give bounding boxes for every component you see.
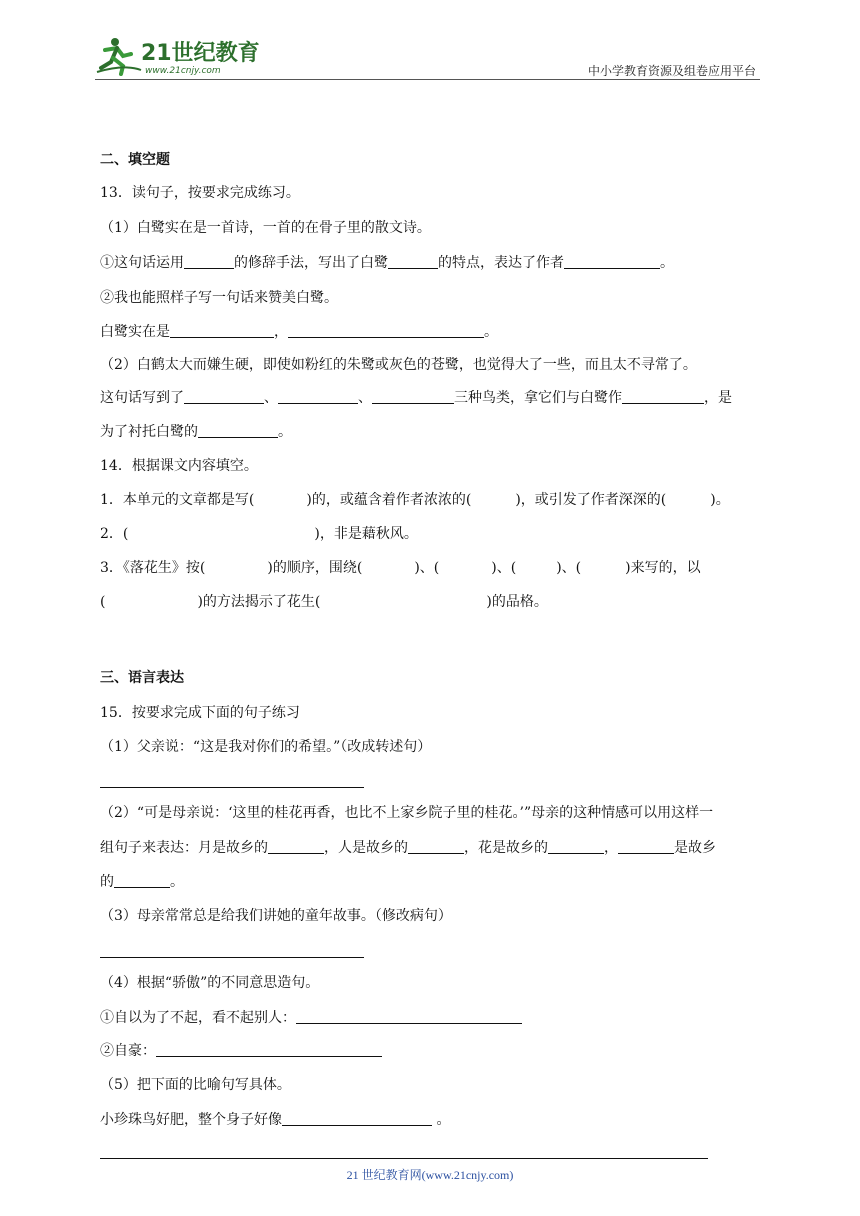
blank[interactable] [268, 839, 324, 854]
blank[interactable] [170, 323, 274, 338]
blank[interactable] [184, 254, 234, 269]
q13-item-a: ①这句话运用 的修辞手法，写出了白鹭 的特点，表达了作者 。 [100, 255, 674, 271]
q14-line4: ( )的方法揭示了花生( )的品格。 [100, 594, 548, 610]
footer-divider [100, 1158, 708, 1159]
q13-part1: （1）白鹭实在是一首诗，一首的在骨子里的散文诗。 [100, 220, 431, 236]
blank[interactable] [372, 389, 454, 404]
blank[interactable] [114, 873, 170, 888]
logo-url: www.21cnjy.com [145, 66, 221, 76]
q15-part4-a: ①自以为了不起，看不起别人： [100, 1008, 522, 1028]
q15-part5-answer: 小珍珠鸟好肥，整个身子好像 。 [100, 1112, 451, 1128]
q14-line3: 3．《落花生》按( )的顺序，围绕( )、( )、( )、( )来写的，以 [100, 560, 701, 576]
blank[interactable] [408, 839, 464, 854]
blank[interactable] [622, 389, 704, 404]
header-divider [95, 79, 760, 80]
blank[interactable] [184, 389, 264, 404]
blank[interactable] [618, 839, 674, 854]
blank[interactable] [288, 323, 484, 338]
q15-part2-cont2: 的 。 [100, 874, 184, 890]
q15-part4-b: ②自豪： [100, 1041, 382, 1061]
q14-stem: 14．根据课文内容填空。 [100, 458, 258, 474]
site-name: 中小学教育资源及组卷应用平台 [587, 64, 756, 78]
q15-part5: （5）把下面的比喻句写具体。 [100, 1077, 291, 1093]
q15-part1: （1）父亲说：“这是我对你们的希望。”（改成转述句） [100, 739, 432, 755]
q13-item-c-cont: 为了衬托白鹭的 。 [100, 424, 292, 440]
blank[interactable] [548, 839, 604, 854]
blank[interactable] [564, 254, 660, 269]
footer-text[interactable]: 21 世纪教育网(www.21cnjy.com) [346, 1168, 514, 1182]
blank[interactable] [198, 423, 278, 438]
q14-line1: 1．本单元的文章都是写( )的，或蕴含着作者浓浓的( )，或引发了作者深深的( )。 [100, 492, 730, 508]
logo-icon [95, 34, 265, 76]
page-header [95, 34, 760, 80]
q15-stem: 15．按要求完成下面的句子练习 [100, 705, 300, 721]
q15-part4: （4）根据“骄傲”的不同意思造句。 [100, 975, 320, 991]
answer-line[interactable] [100, 787, 364, 788]
blank[interactable] [278, 389, 358, 404]
section-title-expression: 三、语言表达 [100, 670, 184, 686]
blank[interactable] [282, 1111, 432, 1126]
q15-part3: （3）母亲常常总是给我们讲她的童年故事。（修改病句） [100, 908, 452, 924]
blank[interactable] [156, 1042, 382, 1057]
q15-part2: （2）“可是母亲说：‘这里的桂花再香，也比不上家乡院子里的桂花。’”母亲的这种情感可以用这样一 [100, 805, 714, 821]
blank[interactable] [388, 254, 438, 269]
section-title-fill-blanks: 二、填空题 [100, 152, 170, 168]
logo-text: 21世纪教育 [141, 41, 260, 66]
q13-stem: 13．读句子，按要求完成练习。 [100, 185, 300, 201]
answer-line[interactable] [100, 957, 364, 958]
q15-part2-cont: 组句子来表达：月是故乡的 ，人是故乡的 ，花是故乡的 ， 是故乡 [100, 840, 716, 856]
q14-line2: 2．( )，非是藉秋风。 [100, 526, 418, 542]
blank[interactable] [296, 1009, 522, 1024]
q13-item-c: 这句话写到了 、 、 三种鸟类，拿它们与白鹭作 ，是 [100, 390, 732, 406]
q13-part2: （2）白鹤太大而嫌生硬，即使如粉红的朱鹭或灰色的苍鹭，也觉得大了一些，而且太不寻常了。 [100, 357, 697, 373]
q13-item-b: ②我也能照样子写一句话来赞美白鹭。 [100, 290, 338, 306]
q13-item-b-answer: 白鹭实在是 ， 。 [100, 324, 498, 340]
